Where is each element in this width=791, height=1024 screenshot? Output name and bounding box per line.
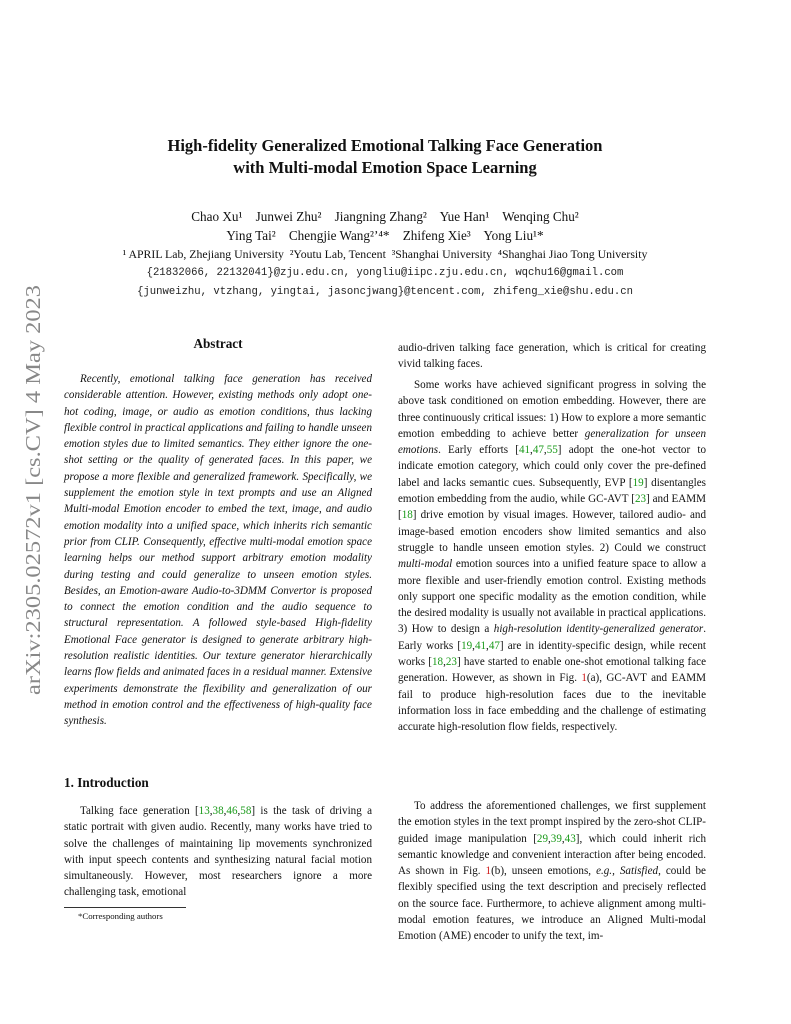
citation-link[interactable]: 23	[634, 493, 647, 506]
intro-heading: 1. Introduction	[64, 775, 149, 790]
citation-link[interactable]: 47	[488, 639, 500, 652]
citation-link[interactable]: 18	[401, 509, 413, 522]
citation-link[interactable]: 13	[198, 805, 210, 817]
citation-link[interactable]: 58	[240, 805, 252, 817]
paper-title-line-2: with Multi-modal Emotion Space Learning	[233, 158, 537, 177]
citation-link[interactable]: 43	[564, 832, 576, 845]
citation-link[interactable]: 39	[550, 832, 562, 845]
intro-paragraph-2: Some works have achieved significant progress in solving the above task conditioned on emotion embedding. However, there are three continuously critical issues: 1) How to explore a more semantic emotion embedding to achieve better generalization for unseen emotions. Early efforts [41,47,55] adopt the one-hot vector to indicate emotion category, which could only cover the pre-defined label and lacks semantic cues. Subsequently, EVP [19] disentangles emotion embedding from the audio, while GC-AVT [23] and EAMM [18] drive emotion by visual images. However, tailored audio- and image-based emotion encoders show limited semantics and also struggle to handle unseen emotion styles. 2) Could we construct multi-modal emotion sources into a unified feature space to allow a more flexible and user-friendly emotion control. Existing methods only support one specific modality as the emotion condition, while the desired modality is usually not available in practical applications. 3) How to design a high-resolution identity-generalized generator. Early works [19,41,47] are in identity-specific design, while recent works [18,23] have started to enable one-shot emotional talking face generation. However, as shown in Fig. 1(a), GC-AVT and EAMM fail to produce high-resolution faces due to the inevitable information loss in face embedding and the challenge of estimating accurate high-resolution flow fields, respectively.	[398, 379, 707, 734]
footnote-divider	[64, 907, 186, 908]
citation-link[interactable]: 46	[226, 805, 238, 817]
citation-link[interactable]: 55	[546, 444, 558, 457]
intro-paragraph-1: Talking face generation [13,38,46,58] is the task of driving a static portrait with given audio. Recently, many works have tried to solve the challenges of maintaining lip movements synchronized with input speech contents and synthesizing natural facial motion simultaneously. However, most researchers ignore a more challenging task, emotional	[64, 805, 372, 899]
emails-line-1: {21832066, 22132041}@zju.edu.cn, yongliu@iipc.zju.edu.cn, wqchu16@gmail.com	[146, 267, 624, 279]
figure-reference-link[interactable]: 1	[485, 865, 492, 878]
citation-link[interactable]: 41	[518, 444, 531, 457]
citation-link[interactable]: 29	[536, 832, 548, 845]
abstract-text: Recently, emotional talking face generation has received considerable attention. However, existing methods only adopt one-hot coding, image, or audio as emotion conditions, thus lacking flexible control in practical applications and failing to handle unseen emotion styles due to limited semantics. They either ignore the one-shot setting or the quality of generated faces. In this paper, we propose a more flexible and generalized framework. Specifically, we supplement the emotion style in text prompts and use an Aligned Multi-modal Emotion encoder to embed the text, image, and audio emotion modality into a unified space, which inherits rich semantic prior from CLIP. Consequently, effective multi-modal emotion space learning helps our method support arbitrary emotion modality during testing and could generalize to unseen emotion styles. Besides, an Emotion-aware Audio-to-3DMM Convertor is proposed to connect the emotion condition and the audio sequence to structural representation. A followed style-based High-fidelity Emotional Face generator is designed to generate arbitrary high-resolution realistic identities. Our texture generator hierarchically learns flow fields and animated faces in a residual manner. Extensive experiments demonstrate the flexibility and generalization of our method in emotion control and the effectiveness of high-quality face synthesis.	[64, 373, 373, 728]
intro-paragraph-1-continued: audio-driven talking face generation, which is critical for creating vivid talking faces.	[398, 342, 706, 371]
figure-reference-link[interactable]: 1	[581, 672, 587, 685]
citation-link[interactable]: 38	[212, 805, 224, 817]
intro-paragraph-3: To address the aforementioned challenges, we first supplement the emotion styles in the text prompt inspired by the zero-shot CLIP-guided image manipulation [29,39,43], which could inherit rich semantic knowledge and convenient interaction after being encoded. As shown in Fig. 1(b), unseen emotions, e.g., Satisfied, could be flexibly specified using the text description and precisely reflected on the source face. Furthermore, to achieve alignment among multi-modal emotion features, we introduce an Aligned Multi-modal Emotion (AME) encoder to unify the text, im-	[398, 800, 706, 943]
footnote-corresponding-authors: *Corresponding authors	[78, 911, 163, 921]
citation-link[interactable]: 19	[632, 476, 644, 489]
citation-link[interactable]: 41	[474, 639, 487, 652]
citation-link[interactable]: 18	[432, 656, 444, 669]
paper-title-line-1: High-fidelity Generalized Emotional Talking Face Generation	[167, 136, 603, 155]
affiliations: ¹ APRIL Lab, Zhejiang University ²Youtu Lab, Tencent ³Shanghai University ⁴Shanghai Jiao Tong University	[122, 247, 648, 261]
arxiv-stamp	[18, 280, 48, 700]
abstract-heading: Abstract	[193, 336, 243, 351]
emails-line-2: {junweizhu, vtzhang, yingtai, jasoncjwang}@tencent.com, zhifeng_xie@shu.edu.cn	[137, 286, 633, 298]
authors-line-2: Ying Tai² Chengjie Wang²ʼ⁴* Zhifeng Xie³ Yong Liu¹*	[226, 228, 544, 243]
authors-line-1: Chao Xu¹ Junwei Zhu² Jiangning Zhang² Yue Han¹ Wenqing Chu²	[191, 209, 579, 224]
citation-link[interactable]: 47	[532, 444, 544, 457]
citation-link[interactable]: 19	[461, 639, 473, 652]
citation-link[interactable]: 23	[445, 656, 457, 669]
arxiv-stamp-text: arXiv:2305.02572v1 [cs.CV] 4 May 2023	[21, 342, 45, 695]
